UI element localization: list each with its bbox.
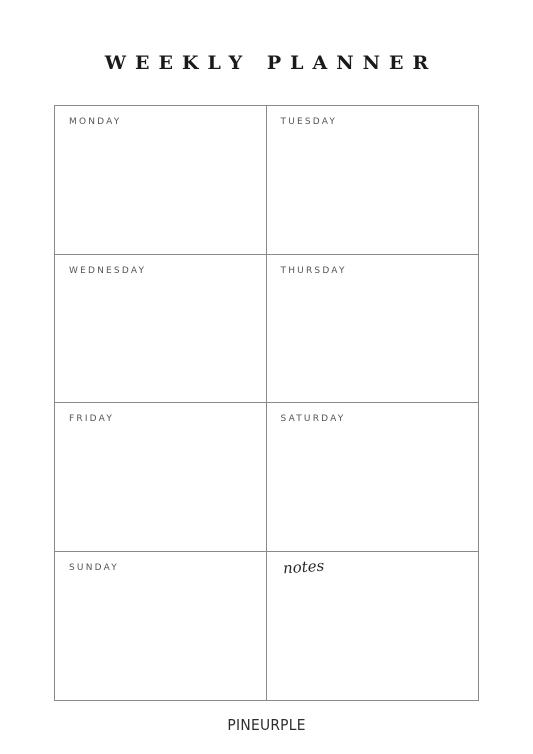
day-label-tuesday: TUESDAY	[280, 117, 338, 127]
brand-logo	[0, 710, 533, 734]
day-label-saturday: SATURDAY	[280, 414, 346, 424]
day-box-wednesday[interactable]	[55, 255, 267, 404]
day-box-tuesday[interactable]	[267, 106, 479, 255]
page-title: WEEKLY PLANNER	[104, 52, 438, 74]
day-label-sunday: SUNDAY	[69, 562, 119, 573]
day-box-sunday[interactable]	[55, 552, 267, 701]
day-box-thursday[interactable]	[267, 255, 479, 404]
day-box-saturday[interactable]	[267, 403, 479, 552]
brand-small-text-top	[0, 710, 533, 715]
brand-name: PINEURPLE	[227, 716, 306, 734]
notes-box[interactable]	[267, 552, 479, 701]
day-label-monday: MONDAY	[69, 117, 122, 127]
day-label-thursday: THURSDAY	[280, 265, 347, 276]
day-box-monday[interactable]	[55, 106, 267, 255]
day-label-friday: FRIDAY	[69, 414, 115, 424]
notes-label: notes	[281, 556, 325, 577]
planner-grid	[54, 105, 479, 701]
day-box-friday[interactable]	[55, 403, 267, 552]
day-label-wednesday: WEDNESDAY	[69, 265, 147, 276]
